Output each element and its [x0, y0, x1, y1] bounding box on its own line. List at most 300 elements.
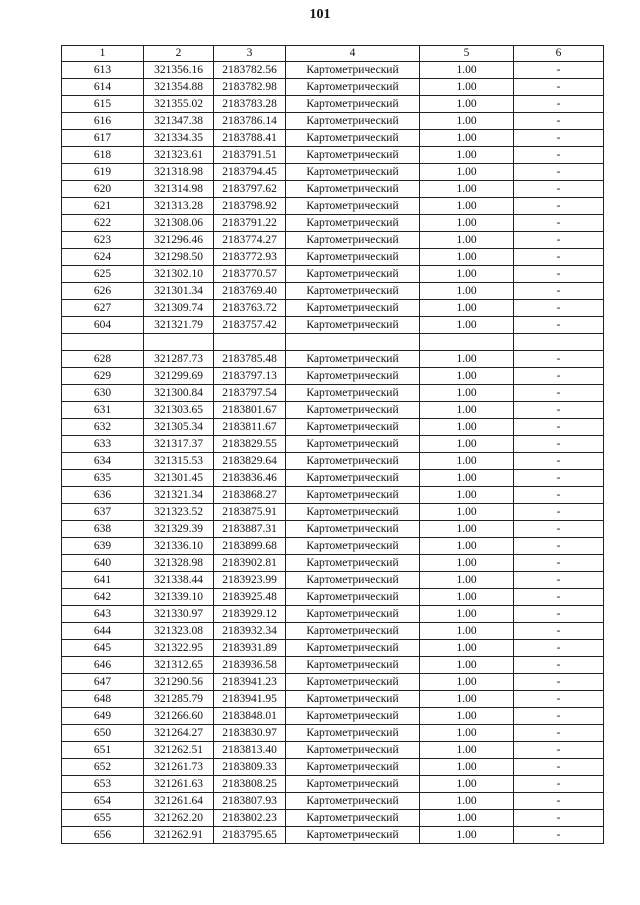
y-coordinate-cell: 2183801.67	[214, 402, 286, 419]
method-cell: Картометрический	[286, 164, 420, 181]
table-row	[62, 300, 604, 317]
method-cell: Картометрический	[286, 487, 420, 504]
x-coordinate-cell: 321312.65	[144, 657, 214, 674]
table-row	[62, 589, 604, 606]
point-number-cell: 656	[62, 827, 144, 844]
note-cell: -	[514, 776, 604, 793]
table-row	[62, 674, 604, 691]
point-number-cell: 633	[62, 436, 144, 453]
table-row	[62, 79, 604, 96]
x-coordinate-cell: 321314.98	[144, 181, 214, 198]
table-row	[62, 504, 604, 521]
note-cell: -	[514, 232, 604, 249]
method-cell: Картометрический	[286, 759, 420, 776]
point-number-cell: 621	[62, 198, 144, 215]
method-cell: Картометрический	[286, 283, 420, 300]
point-number-cell: 636	[62, 487, 144, 504]
x-coordinate-cell: 321303.65	[144, 402, 214, 419]
y-coordinate-cell: 2183757.42	[214, 317, 286, 334]
table-row	[62, 657, 604, 674]
table-row	[62, 266, 604, 283]
x-coordinate-cell: 321262.20	[144, 810, 214, 827]
column-header-2: 2	[144, 46, 214, 62]
x-coordinate-cell: 321315.53	[144, 453, 214, 470]
point-number-cell	[62, 334, 144, 351]
note-cell: -	[514, 215, 604, 232]
method-cell: Картометрический	[286, 215, 420, 232]
accuracy-cell: 1.00	[420, 606, 514, 623]
method-cell: Картометрический	[286, 351, 420, 368]
x-coordinate-cell: 321317.37	[144, 436, 214, 453]
x-coordinate-cell: 321262.91	[144, 827, 214, 844]
point-number-cell: 653	[62, 776, 144, 793]
table-row	[62, 164, 604, 181]
point-number-cell: 622	[62, 215, 144, 232]
accuracy-cell: 1.00	[420, 589, 514, 606]
x-coordinate-cell: 321296.46	[144, 232, 214, 249]
note-cell: -	[514, 164, 604, 181]
accuracy-cell: 1.00	[420, 759, 514, 776]
point-number-cell: 650	[62, 725, 144, 742]
x-coordinate-cell: 321321.34	[144, 487, 214, 504]
note-cell: -	[514, 487, 604, 504]
point-number-cell: 648	[62, 691, 144, 708]
accuracy-cell: 1.00	[420, 215, 514, 232]
method-cell: Картометрический	[286, 810, 420, 827]
y-coordinate-cell: 2183929.12	[214, 606, 286, 623]
table-row	[62, 113, 604, 130]
note-cell: -	[514, 436, 604, 453]
x-coordinate-cell: 321299.69	[144, 368, 214, 385]
accuracy-cell: 1.00	[420, 419, 514, 436]
note-cell: -	[514, 113, 604, 130]
accuracy-cell: 1.00	[420, 776, 514, 793]
method-cell: Картометрический	[286, 606, 420, 623]
method-cell: Картометрический	[286, 317, 420, 334]
x-coordinate-cell: 321301.45	[144, 470, 214, 487]
x-coordinate-cell: 321329.39	[144, 521, 214, 538]
page-number: 101	[309, 7, 331, 22]
point-number-cell: 642	[62, 589, 144, 606]
point-number-cell: 618	[62, 147, 144, 164]
method-cell: Картометрический	[286, 266, 420, 283]
y-coordinate-cell: 2183788.41	[214, 130, 286, 147]
method-cell: Картометрический	[286, 691, 420, 708]
point-number-cell: 614	[62, 79, 144, 96]
point-number-cell: 647	[62, 674, 144, 691]
x-coordinate-cell: 321338.44	[144, 572, 214, 589]
y-coordinate-cell: 2183925.48	[214, 589, 286, 606]
x-coordinate-cell: 321355.02	[144, 96, 214, 113]
point-number-cell: 654	[62, 793, 144, 810]
x-coordinate-cell: 321266.60	[144, 708, 214, 725]
y-coordinate-cell	[214, 334, 286, 351]
table-row	[62, 725, 604, 742]
table-row	[62, 555, 604, 572]
table-row	[62, 521, 604, 538]
x-coordinate-cell: 321328.98	[144, 555, 214, 572]
method-cell: Картометрический	[286, 470, 420, 487]
table-row	[62, 334, 604, 351]
x-coordinate-cell: 321334.35	[144, 130, 214, 147]
accuracy-cell: 1.00	[420, 130, 514, 147]
table-row	[62, 708, 604, 725]
method-cell: Картометрический	[286, 572, 420, 589]
y-coordinate-cell: 2183931.89	[214, 640, 286, 657]
point-number-cell: 629	[62, 368, 144, 385]
point-number-cell: 645	[62, 640, 144, 657]
point-number-cell: 655	[62, 810, 144, 827]
accuracy-cell: 1.00	[420, 708, 514, 725]
y-coordinate-cell: 2183902.81	[214, 555, 286, 572]
x-coordinate-cell: 321323.52	[144, 504, 214, 521]
method-cell: Картометрический	[286, 436, 420, 453]
point-number-cell: 626	[62, 283, 144, 300]
point-number-cell: 644	[62, 623, 144, 640]
method-cell: Картометрический	[286, 300, 420, 317]
method-cell: Картометрический	[286, 419, 420, 436]
point-number-cell: 623	[62, 232, 144, 249]
y-coordinate-cell: 2183811.67	[214, 419, 286, 436]
note-cell: -	[514, 96, 604, 113]
table-row	[62, 130, 604, 147]
y-coordinate-cell: 2183797.54	[214, 385, 286, 402]
column-header-5: 5	[420, 46, 514, 62]
note-cell: -	[514, 640, 604, 657]
table-row	[62, 453, 604, 470]
method-cell: Картометрический	[286, 232, 420, 249]
accuracy-cell: 1.00	[420, 674, 514, 691]
x-coordinate-cell: 321262.51	[144, 742, 214, 759]
note-cell: -	[514, 402, 604, 419]
note-cell: -	[514, 62, 604, 79]
y-coordinate-cell: 2183932.34	[214, 623, 286, 640]
point-number-cell: 638	[62, 521, 144, 538]
note-cell: -	[514, 708, 604, 725]
point-number-cell: 637	[62, 504, 144, 521]
accuracy-cell: 1.00	[420, 385, 514, 402]
y-coordinate-cell: 2183770.57	[214, 266, 286, 283]
point-number-cell: 646	[62, 657, 144, 674]
table-row	[62, 793, 604, 810]
point-number-cell: 628	[62, 351, 144, 368]
accuracy-cell: 1.00	[420, 368, 514, 385]
note-cell: -	[514, 79, 604, 96]
accuracy-cell: 1.00	[420, 742, 514, 759]
note-cell: -	[514, 725, 604, 742]
method-cell	[286, 334, 420, 351]
note-cell: -	[514, 351, 604, 368]
y-coordinate-cell: 2183941.95	[214, 691, 286, 708]
table-row	[62, 436, 604, 453]
column-header-3: 3	[214, 46, 286, 62]
table-row	[62, 402, 604, 419]
accuracy-cell: 1.00	[420, 164, 514, 181]
point-number-cell: 604	[62, 317, 144, 334]
y-coordinate-cell: 2183774.27	[214, 232, 286, 249]
accuracy-cell: 1.00	[420, 181, 514, 198]
point-number-cell: 624	[62, 249, 144, 266]
table-row	[62, 623, 604, 640]
point-number-cell: 651	[62, 742, 144, 759]
y-coordinate-cell: 2183836.46	[214, 470, 286, 487]
table-row	[62, 419, 604, 436]
y-coordinate-cell: 2183941.23	[214, 674, 286, 691]
accuracy-cell: 1.00	[420, 147, 514, 164]
point-number-cell: 620	[62, 181, 144, 198]
method-cell: Картометрический	[286, 725, 420, 742]
y-coordinate-cell: 2183795.65	[214, 827, 286, 844]
note-cell	[514, 334, 604, 351]
y-coordinate-cell: 2183813.40	[214, 742, 286, 759]
method-cell: Картометрический	[286, 249, 420, 266]
table-header	[62, 46, 604, 62]
table-row	[62, 215, 604, 232]
method-cell: Картометрический	[286, 776, 420, 793]
point-number-cell: 619	[62, 164, 144, 181]
y-coordinate-cell: 2183782.98	[214, 79, 286, 96]
note-cell: -	[514, 300, 604, 317]
table-row	[62, 317, 604, 334]
note-cell: -	[514, 368, 604, 385]
note-cell: -	[514, 827, 604, 844]
accuracy-cell: 1.00	[420, 96, 514, 113]
method-cell: Картометрический	[286, 640, 420, 657]
point-number-cell: 634	[62, 453, 144, 470]
x-coordinate-cell: 321323.61	[144, 147, 214, 164]
note-cell: -	[514, 742, 604, 759]
method-cell: Картометрический	[286, 827, 420, 844]
table-row	[62, 759, 604, 776]
x-coordinate-cell: 321300.84	[144, 385, 214, 402]
y-coordinate-cell: 2183899.68	[214, 538, 286, 555]
note-cell: -	[514, 130, 604, 147]
note-cell: -	[514, 147, 604, 164]
table-row	[62, 470, 604, 487]
point-number-cell: 639	[62, 538, 144, 555]
point-number-cell: 631	[62, 402, 144, 419]
accuracy-cell: 1.00	[420, 453, 514, 470]
method-cell: Картометрический	[286, 521, 420, 538]
accuracy-cell: 1.00	[420, 691, 514, 708]
note-cell: -	[514, 385, 604, 402]
point-number-cell: 652	[62, 759, 144, 776]
method-cell: Картометрический	[286, 198, 420, 215]
point-number-cell: 640	[62, 555, 144, 572]
coordinates-table	[61, 45, 604, 844]
x-coordinate-cell: 321290.56	[144, 674, 214, 691]
accuracy-cell: 1.00	[420, 827, 514, 844]
y-coordinate-cell: 2183936.58	[214, 657, 286, 674]
accuracy-cell: 1.00	[420, 62, 514, 79]
y-coordinate-cell: 2183797.62	[214, 181, 286, 198]
accuracy-cell: 1.00	[420, 351, 514, 368]
accuracy-cell: 1.00	[420, 317, 514, 334]
accuracy-cell: 1.00	[420, 79, 514, 96]
method-cell: Картометрический	[286, 368, 420, 385]
table-row	[62, 810, 604, 827]
point-number-cell: 616	[62, 113, 144, 130]
method-cell: Картометрический	[286, 113, 420, 130]
accuracy-cell: 1.00	[420, 266, 514, 283]
y-coordinate-cell: 2183798.92	[214, 198, 286, 215]
note-cell: -	[514, 198, 604, 215]
method-cell: Картометрический	[286, 589, 420, 606]
x-coordinate-cell: 321318.98	[144, 164, 214, 181]
y-coordinate-cell: 2183923.99	[214, 572, 286, 589]
table-row	[62, 487, 604, 504]
x-coordinate-cell: 321322.95	[144, 640, 214, 657]
column-header-1: 1	[62, 46, 144, 62]
method-cell: Картометрический	[286, 453, 420, 470]
accuracy-cell: 1.00	[420, 300, 514, 317]
y-coordinate-cell: 2183829.55	[214, 436, 286, 453]
table-row	[62, 776, 604, 793]
note-cell: -	[514, 810, 604, 827]
note-cell: -	[514, 266, 604, 283]
accuracy-cell: 1.00	[420, 402, 514, 419]
table-row	[62, 640, 604, 657]
table-row	[62, 827, 604, 844]
accuracy-cell: 1.00	[420, 538, 514, 555]
point-number-cell: 613	[62, 62, 144, 79]
y-coordinate-cell: 2183809.33	[214, 759, 286, 776]
y-coordinate-cell: 2183887.31	[214, 521, 286, 538]
x-coordinate-cell: 321356.16	[144, 62, 214, 79]
accuracy-cell: 1.00	[420, 640, 514, 657]
note-cell: -	[514, 691, 604, 708]
y-coordinate-cell: 2183808.25	[214, 776, 286, 793]
x-coordinate-cell: 321323.08	[144, 623, 214, 640]
accuracy-cell: 1.00	[420, 623, 514, 640]
method-cell: Картометрический	[286, 708, 420, 725]
accuracy-cell: 1.00	[420, 725, 514, 742]
accuracy-cell: 1.00	[420, 470, 514, 487]
method-cell: Картометрический	[286, 538, 420, 555]
point-number-cell: 625	[62, 266, 144, 283]
table-row	[62, 538, 604, 555]
table-row	[62, 742, 604, 759]
accuracy-cell: 1.00	[420, 198, 514, 215]
y-coordinate-cell: 2183786.14	[214, 113, 286, 130]
x-coordinate-cell: 321261.63	[144, 776, 214, 793]
point-number-cell: 617	[62, 130, 144, 147]
note-cell: -	[514, 453, 604, 470]
x-coordinate-cell: 321261.73	[144, 759, 214, 776]
accuracy-cell: 1.00	[420, 113, 514, 130]
y-coordinate-cell: 2183875.91	[214, 504, 286, 521]
y-coordinate-cell: 2183791.22	[214, 215, 286, 232]
y-coordinate-cell: 2183829.64	[214, 453, 286, 470]
note-cell: -	[514, 606, 604, 623]
accuracy-cell: 1.00	[420, 504, 514, 521]
accuracy-cell: 1.00	[420, 793, 514, 810]
x-coordinate-cell	[144, 334, 214, 351]
note-cell: -	[514, 181, 604, 198]
y-coordinate-cell: 2183782.56	[214, 62, 286, 79]
method-cell: Картометрический	[286, 504, 420, 521]
y-coordinate-cell: 2183807.93	[214, 793, 286, 810]
note-cell: -	[514, 674, 604, 691]
method-cell: Картометрический	[286, 657, 420, 674]
y-coordinate-cell: 2183783.28	[214, 96, 286, 113]
method-cell: Картометрический	[286, 555, 420, 572]
point-number-cell: 630	[62, 385, 144, 402]
note-cell: -	[514, 623, 604, 640]
accuracy-cell: 1.00	[420, 487, 514, 504]
method-cell: Картометрический	[286, 385, 420, 402]
method-cell: Картометрический	[286, 742, 420, 759]
y-coordinate-cell: 2183785.48	[214, 351, 286, 368]
note-cell: -	[514, 793, 604, 810]
accuracy-cell: 1.00	[420, 283, 514, 300]
accuracy-cell: 1.00	[420, 232, 514, 249]
x-coordinate-cell: 321330.97	[144, 606, 214, 623]
method-cell: Картометрический	[286, 79, 420, 96]
table-row	[62, 249, 604, 266]
point-number-cell: 627	[62, 300, 144, 317]
note-cell: -	[514, 521, 604, 538]
x-coordinate-cell: 321347.38	[144, 113, 214, 130]
x-coordinate-cell: 321264.27	[144, 725, 214, 742]
accuracy-cell	[420, 334, 514, 351]
table-row	[62, 691, 604, 708]
table-row	[62, 181, 604, 198]
x-coordinate-cell: 321261.64	[144, 793, 214, 810]
method-cell: Картометрический	[286, 793, 420, 810]
x-coordinate-cell: 321354.88	[144, 79, 214, 96]
accuracy-cell: 1.00	[420, 249, 514, 266]
x-coordinate-cell: 321321.79	[144, 317, 214, 334]
note-cell: -	[514, 657, 604, 674]
y-coordinate-cell: 2183772.93	[214, 249, 286, 266]
method-cell: Картометрический	[286, 96, 420, 113]
y-coordinate-cell: 2183802.23	[214, 810, 286, 827]
x-coordinate-cell: 321313.28	[144, 198, 214, 215]
column-header-4: 4	[286, 46, 420, 62]
accuracy-cell: 1.00	[420, 810, 514, 827]
y-coordinate-cell: 2183769.40	[214, 283, 286, 300]
point-number-cell: 643	[62, 606, 144, 623]
x-coordinate-cell: 321302.10	[144, 266, 214, 283]
x-coordinate-cell: 321285.79	[144, 691, 214, 708]
point-number-cell: 615	[62, 96, 144, 113]
x-coordinate-cell: 321336.10	[144, 538, 214, 555]
x-coordinate-cell: 321339.10	[144, 589, 214, 606]
table-row	[62, 62, 604, 79]
point-number-cell: 635	[62, 470, 144, 487]
x-coordinate-cell: 321287.73	[144, 351, 214, 368]
y-coordinate-cell: 2183830.97	[214, 725, 286, 742]
x-coordinate-cell: 321309.74	[144, 300, 214, 317]
y-coordinate-cell: 2183797.13	[214, 368, 286, 385]
y-coordinate-cell: 2183794.45	[214, 164, 286, 181]
note-cell: -	[514, 759, 604, 776]
accuracy-cell: 1.00	[420, 572, 514, 589]
note-cell: -	[514, 538, 604, 555]
method-cell: Картометрический	[286, 402, 420, 419]
note-cell: -	[514, 572, 604, 589]
method-cell: Картометрический	[286, 181, 420, 198]
method-cell: Картометрический	[286, 130, 420, 147]
note-cell: -	[514, 419, 604, 436]
note-cell: -	[514, 504, 604, 521]
method-cell: Картометрический	[286, 62, 420, 79]
note-cell: -	[514, 317, 604, 334]
table-row	[62, 606, 604, 623]
x-coordinate-cell: 321298.50	[144, 249, 214, 266]
method-cell: Картометрический	[286, 623, 420, 640]
